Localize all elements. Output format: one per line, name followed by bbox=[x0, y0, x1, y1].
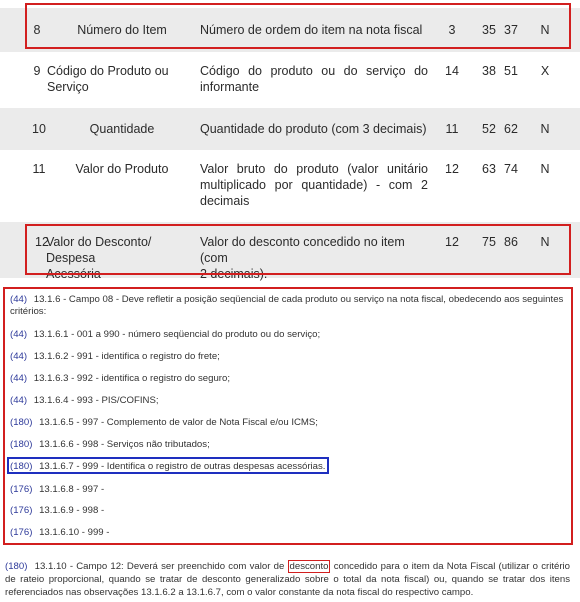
field-name: Valor do Produto bbox=[75, 162, 169, 176]
field-format: N bbox=[540, 122, 550, 136]
field-size: 3 bbox=[448, 23, 456, 37]
field-size: 12 bbox=[445, 235, 459, 249]
field-number: 10 bbox=[32, 122, 46, 136]
field-name-line: Valor do Desconto/ Despesa bbox=[46, 235, 152, 265]
note-text: 13.1.6.1 - 001 a 990 - número seqüencial do produto ou do serviço; bbox=[33, 329, 321, 340]
field-description: Quantidade do produto (com 3 decimais) bbox=[200, 122, 427, 136]
note-item bbox=[10, 417, 318, 429]
field-number: 8 bbox=[33, 23, 41, 37]
field-number: 11 bbox=[32, 162, 46, 176]
field-description: Número de ordem do item na nota fiscal bbox=[200, 23, 423, 37]
note-item bbox=[10, 527, 109, 539]
note-text: 13.1.6.3 - 992 - identifica o registro do seguro; bbox=[33, 373, 230, 384]
note-text: 13.1.6.4 - 993 - PIS/COFINS; bbox=[33, 395, 159, 406]
field-size: 14 bbox=[445, 64, 459, 78]
note-item bbox=[10, 484, 104, 496]
note-item bbox=[10, 329, 320, 341]
field-description-line: Valor bruto do produto (valor unitário bbox=[200, 162, 428, 176]
paragraph-text-before: 13.1.10 - Campo 12: Deverá ser preenchido com valor de bbox=[34, 561, 285, 572]
table-row bbox=[0, 150, 580, 222]
paragraph-reference: (180) bbox=[5, 561, 28, 572]
field-size: 11 bbox=[445, 122, 459, 136]
note-item bbox=[10, 395, 159, 407]
field-end: 74 bbox=[504, 162, 518, 176]
note-text: 13.1.6.5 - 997 - Complemento de valor de Nota Fiscal e/ou ICMS; bbox=[39, 417, 318, 428]
note-reference: (44) bbox=[10, 294, 28, 305]
note-reference: (44) bbox=[10, 373, 28, 384]
field-name-line: Serviço bbox=[47, 80, 89, 94]
field-start: 63 bbox=[482, 162, 496, 176]
field-name-line: Acessória bbox=[46, 267, 101, 281]
note-text: 13.1.6.9 - 998 - bbox=[39, 505, 105, 516]
note-item bbox=[10, 294, 565, 318]
field-start: 35 bbox=[482, 23, 496, 37]
field-name bbox=[47, 63, 201, 95]
field-description-line: Código do produto ou do serviço do bbox=[200, 64, 428, 78]
note-item bbox=[10, 439, 210, 451]
note-text: 13.1.6 - Campo 08 - Deve refletir a posição seqüencial de cada produto ou serviço na nota fiscal, obedecendo aos seguintes bbox=[33, 294, 564, 305]
field-format: X bbox=[540, 64, 550, 78]
note-text: 13.1.6.7 - 999 - Identifica o registro de outras despesas acessórias. bbox=[39, 461, 326, 472]
note-reference: (180) bbox=[10, 461, 33, 472]
note-text: 13.1.6.10 - 999 - bbox=[39, 527, 110, 538]
table-row bbox=[0, 108, 580, 150]
field-start: 52 bbox=[482, 122, 496, 136]
note-reference: (44) bbox=[10, 329, 28, 340]
field-format: N bbox=[540, 235, 550, 249]
field-description-line: decimais bbox=[200, 194, 250, 208]
field-description-line: multiplicado por quantidade) - com 2 bbox=[200, 178, 428, 192]
note-reference: (44) bbox=[10, 395, 28, 406]
field-end: 62 bbox=[504, 122, 518, 136]
field-description-line: 2 decimais). bbox=[200, 267, 268, 281]
table-row bbox=[0, 52, 580, 108]
note-item bbox=[10, 505, 104, 517]
field-number: 12 bbox=[35, 235, 49, 249]
note-item bbox=[10, 461, 325, 473]
field-name: Número do Item bbox=[77, 23, 167, 37]
note-text: 13.1.6.2 - 991 - identifica o registro do frete; bbox=[33, 351, 220, 362]
paragraph-text-after: concedido para o item da Nota Fiscal (utilizar o critério de rateio proporcional, quando se tratar de desconto generalizado sobre o total da nota fiscal) ou, quando se tratar dos itens referenciados nas observações 13.1.6.2 a 13.1.6.7, com o valor constante da nota fiscal do respectivo campo. bbox=[5, 561, 571, 598]
note-text: 13.1.6.8 - 997 - bbox=[39, 484, 105, 495]
note-text: 13.1.6.6 - 998 - Serviços não tributados; bbox=[39, 439, 210, 450]
field-end: 86 bbox=[504, 235, 518, 249]
note-item bbox=[10, 373, 230, 385]
note-reference: (176) bbox=[10, 527, 33, 538]
highlight-row-12 bbox=[25, 224, 571, 275]
field-end: 37 bbox=[504, 23, 518, 37]
field-description bbox=[200, 161, 428, 209]
field-number: 9 bbox=[33, 64, 41, 78]
field-name-line: Código do Produto ou bbox=[47, 64, 169, 78]
highlighted-word-desconto: desconto bbox=[289, 561, 329, 572]
field-end: 51 bbox=[504, 64, 518, 78]
field-description bbox=[200, 63, 428, 95]
field-format: N bbox=[540, 162, 550, 176]
field-size: 12 bbox=[445, 162, 459, 176]
field-description-line: informante bbox=[200, 80, 260, 94]
field-start: 75 bbox=[482, 235, 496, 249]
note-reference: (180) bbox=[10, 417, 33, 428]
field-format: N bbox=[540, 23, 550, 37]
field-start: 38 bbox=[482, 64, 496, 78]
field-name: Quantidade bbox=[89, 122, 155, 136]
note-reference: (44) bbox=[10, 351, 28, 362]
note-reference: (176) bbox=[10, 505, 33, 516]
highlight-row-8 bbox=[25, 3, 571, 49]
note-item bbox=[10, 351, 220, 363]
note-reference: (180) bbox=[10, 439, 33, 450]
campo-12-paragraph bbox=[5, 560, 570, 599]
note-text-continuation: critérios: bbox=[10, 306, 47, 317]
note-reference: (176) bbox=[10, 484, 33, 495]
field-description-line: Valor do desconto concedido no item (com bbox=[200, 235, 405, 265]
